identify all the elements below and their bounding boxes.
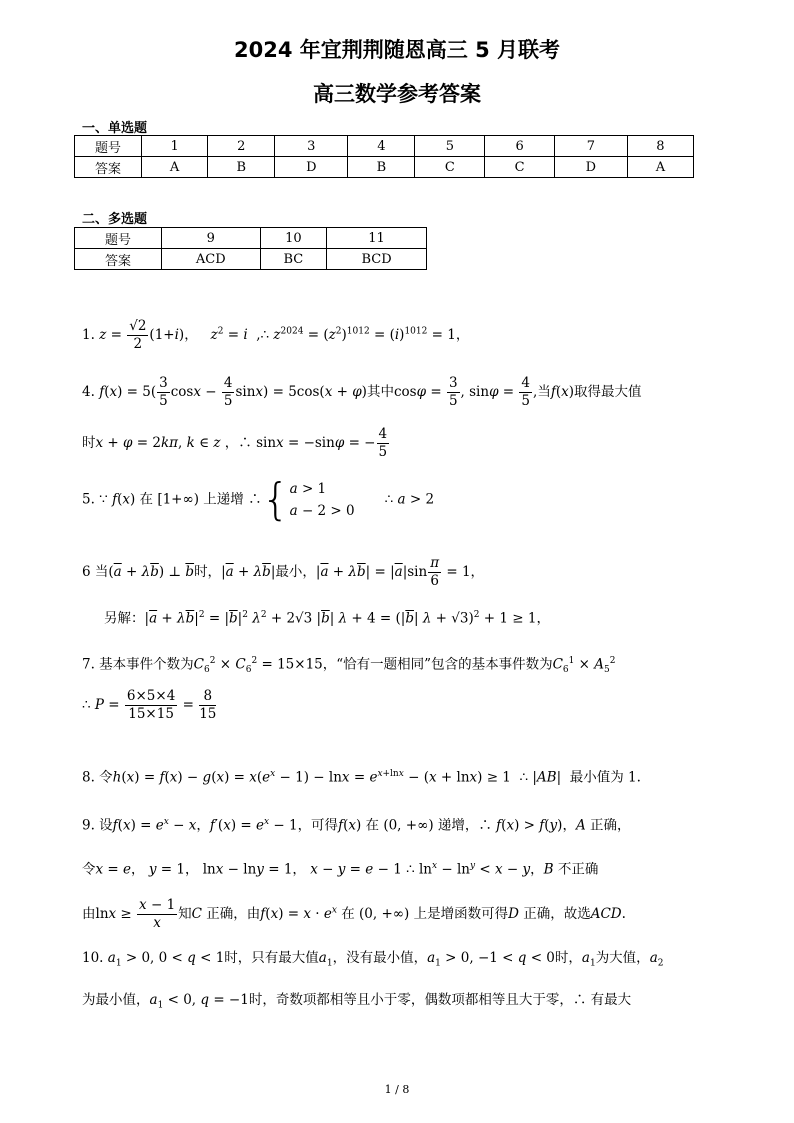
- table-cell: C: [415, 157, 485, 178]
- table-cell: BCD: [327, 249, 427, 270]
- table-cell: 8: [627, 136, 693, 157]
- table-cell: C: [485, 157, 555, 178]
- solution-8: 8. 令$h(x) = f(x) - g(x) = x(e^x - 1) - \ln x = e^{x+lnx} - (x + \ln x) \ge 1$ ∴ |AB| 最小值为 1.: [82, 769, 641, 786]
- solution-6-alt: 另解：$|\overline{a} + \lambda\overline{b}|^2 = |\overline{b}|^2$ $\lambda^2 + 2√3$ $|\overline{b}|$ $\lambda + 4 = (|\overline{b}|$ λ + √3)$^2$ + 1 ≥ 1，: [104, 610, 550, 627]
- table-cell: A: [627, 157, 693, 178]
- solution-4-line2: 时x + φ = 2kπ, k ∈ z ，∴ sinx = −sinφ = − $\frac{4}{5}$: [82, 426, 388, 460]
- table-cell: BC: [260, 249, 327, 270]
- row-label: 题号: [75, 228, 162, 249]
- single-choice-table: [74, 135, 694, 178]
- table-cell: D: [275, 157, 348, 178]
- table-cell: 9: [162, 228, 261, 249]
- table-row: [75, 249, 427, 270]
- table-row: [75, 157, 694, 178]
- row-label: 题号: [75, 136, 142, 157]
- solution-9-line2: 令x = e， y = 1， lnx − lny = 1， x − y = e − 1 ∴ $\ln^x - \ln^y < x - y$，B 不正确: [82, 861, 599, 878]
- table-cell: 6: [485, 136, 555, 157]
- table-cell: 7: [554, 136, 627, 157]
- solution-10: 10. $a_1 > 0$, 0 < q < 1时，只有最大值$a_1$，没有最小值，$a_1 > 0$, −1 < q < 0时，$a_1$为大值，$a_2$: [82, 950, 664, 969]
- page-title: 2024 年宜荆荆随恩高三 5 月联考: [234, 38, 560, 62]
- solution-7: 7. 基本事件个数为$C_6^2 \times C_6^2 = 15\times 15$，“恰有一题相同”包含的基本事件数为$C_6^1 \times A_5^2$: [82, 656, 616, 676]
- solution-7-line2: ∴ P = $\frac{6\times 5\times 4}{15\times 15}$ = $\frac{8}{15}$: [82, 688, 217, 722]
- table-cell: 1: [142, 136, 208, 157]
- section-heading-multi: 二、多选题: [82, 212, 148, 227]
- table-cell: 10: [260, 228, 327, 249]
- row-label: 答案: [75, 157, 142, 178]
- table-cell: 5: [415, 136, 485, 157]
- table-cell: 4: [348, 136, 415, 157]
- row-label: 答案: [75, 249, 162, 270]
- table-cell: B: [348, 157, 415, 178]
- solution-9-line3: 由lnx ≥ $\frac{x - 1}{x}$ 知C 正确，由$f(x) = x \cdot e^x$ 在 (0, +∞) 上是增函数可得D 正确，故选ACD.: [82, 897, 626, 931]
- table-row: [75, 228, 427, 249]
- solution-5: 5. ∵ f(x) 在 [1+∞) 上递增 ∴{a > 1 a − 2 > 0 ∴ a > 2: [82, 474, 435, 525]
- table-cell: 2: [208, 136, 275, 157]
- table-cell: B: [208, 157, 275, 178]
- solution-4: 4. f(x) = 5( $\frac{3}{5}$ cosx − $\frac{4}{5}$ sinx) = 5cos(x + φ)其中cosφ = $\frac{3}{5}$ , sinφ = $\frac{4}{5}$ ,当f(x)取得最大值: [82, 375, 642, 409]
- multi-choice-table: [74, 227, 427, 270]
- solution-1: 1. z = $\frac{√2}{2}$ (1+i)， $z^2 = i$ ,∴ $z^{2024} = (z^2)^{1012} = (i)^{1012} = 1$，: [82, 318, 470, 352]
- page-subtitle: 高三数学参考答案: [313, 82, 481, 106]
- solution-6: 6 当$(\overline{a} + \lambda\overline{b})$ ⊥ $\overline{b}$时，$|\overline{a} + \lambda\overline{b}|$最小，$|\overline{a} + \lambda\overline{b}| = |\overline{a}|\sin$ $\frac{\pi}{6}$ = 1，: [82, 555, 485, 589]
- table-cell: A: [142, 157, 208, 178]
- section-heading-single: 一、单选题: [82, 121, 148, 136]
- solution-9: 9. 设$f(x) = e^x - x$，$f'(x) = e^x - 1$，可得f(x) 在 (0, +∞) 递增，∴ f(x) > f(y)，A 正确，: [82, 817, 631, 834]
- table-row: [75, 136, 694, 157]
- table-cell: ACD: [162, 249, 261, 270]
- solution-10-line2: 为最小值，$a_1 < 0$, q = −1时，奇数项都相等且小于零，偶数项都相等且大于零，∴ 有最大: [82, 992, 632, 1011]
- table-cell: 11: [327, 228, 427, 249]
- page-number: 1 / 8: [384, 1083, 410, 1096]
- table-cell: 3: [275, 136, 348, 157]
- table-cell: D: [554, 157, 627, 178]
